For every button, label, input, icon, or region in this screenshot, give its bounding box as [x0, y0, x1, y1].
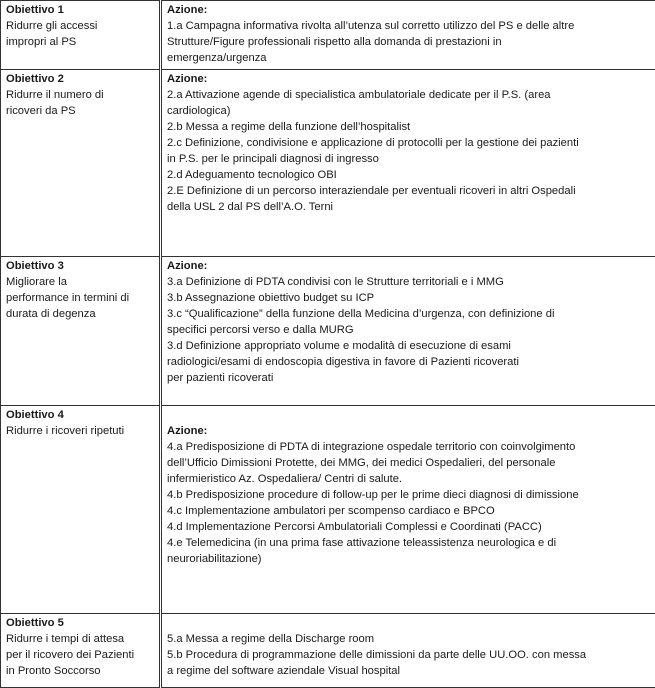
action-line: 2.d Adeguamento tecnologico OBI [167, 167, 651, 183]
action-line: 1.a Campagna informativa rivolta all’utenza sul corretto utilizzo del PS e delle altre [167, 18, 651, 34]
objective-title: Obiettivo 2 [6, 71, 155, 87]
objective-desc-line: durata di degenza [6, 306, 155, 322]
action-line: 2.a Attivazione agende di specialistica ambulatoriale dedicate per il P.S. (area [167, 87, 651, 103]
action-line: radiologici/esami di endoscopia digestiva in favore di Pazienti ricoverati [167, 354, 651, 370]
action-line: 3.d Definizione appropriato volume e modalità di esecuzione di esami [167, 338, 651, 354]
objective-desc-line: Migliorare la [6, 274, 155, 290]
action-line: 5.a Messa a regime della Discharge room [167, 631, 651, 647]
objective-row-3 [1, 257, 655, 406]
action-line: 2.E Definizione di un percorso interaziendale per eventuali ricoveri in altri Ospedali [167, 183, 651, 199]
action-header: Azione: [167, 258, 651, 274]
objective-cell [1, 70, 161, 257]
objective-row-4 [1, 406, 655, 614]
action-line: 2.b Messa a regime della funzione dell’hospitalist [167, 119, 651, 135]
action-cell [161, 614, 655, 688]
action-line: 2.c Definizione, condivisione e applicazione di protocolli per la gestione dei pazienti [167, 135, 651, 151]
action-cell [161, 1, 655, 70]
action-cell [161, 70, 655, 257]
action-line: neuroriabilitazione) [167, 551, 651, 567]
action-line: emergenza/urgenza [167, 50, 651, 66]
objective-desc-line: Ridurre il numero di [6, 87, 155, 103]
action-cell [161, 257, 655, 406]
objective-title: Obiettivo 5 [6, 615, 155, 631]
objective-title: Obiettivo 4 [6, 407, 155, 423]
objective-cell [1, 406, 161, 614]
spacer [167, 407, 651, 423]
objective-desc-line: per il ricovero dei Pazienti [6, 647, 155, 663]
action-line: dell’Ufficio Dimissioni Protette, dei MMG, dei medici Ospedalieri, del personale [167, 455, 651, 471]
action-line: 4.d Implementazione Percorsi Ambulatoriali Complessi e Coordinati (PACC) [167, 519, 651, 535]
objective-row-2 [1, 70, 655, 257]
action-line: 4.c Implementazione ambulatori per scompenso cardiaco e BPCO [167, 503, 651, 519]
objective-cell [1, 614, 161, 688]
action-header: Azione: [167, 71, 651, 87]
action-line: 3.b Assegnazione obiettivo budget su ICP [167, 290, 651, 306]
action-line: 5.b Procedura di programmazione delle dimissioni da parte delle UU.OO. con messa [167, 647, 651, 663]
action-line: in P.S. per le principali diagnosi di ingresso [167, 151, 651, 167]
objective-desc-line: performance in termini di [6, 290, 155, 306]
action-line: per pazienti ricoverati [167, 370, 651, 386]
objective-desc-line: ricoveri da PS [6, 103, 155, 119]
objective-desc-line: in Pronto Soccorso [6, 663, 155, 679]
objective-cell [1, 257, 161, 406]
objective-desc-line: impropri al PS [6, 34, 155, 50]
action-header: Azione: [167, 423, 651, 439]
action-line: della USL 2 dal PS dell’A.O. Terni [167, 199, 651, 215]
action-line: specifici percorsi verso e dalla MURG [167, 322, 651, 338]
objective-desc-line: Ridurre i tempi di attesa [6, 631, 155, 647]
action-cell [161, 406, 655, 614]
action-line: 4.b Predisposizione procedure di follow-up per le prime dieci diagnosi di dimissione [167, 487, 651, 503]
objective-title: Obiettivo 3 [6, 258, 155, 274]
action-line: 3.a Definizione di PDTA condivisi con le Strutture territoriali e i MMG [167, 274, 651, 290]
objective-row-5 [1, 614, 655, 688]
action-line: 4.a Predisposizione di PDTA di integrazione ospedale territorio con coinvolgimento [167, 439, 651, 455]
action-line: infermieristico Az. Ospedaliera/ Centri di salute. [167, 471, 651, 487]
objective-title: Obiettivo 1 [6, 2, 155, 18]
spacer [167, 615, 651, 631]
action-line: 3.c “Qualificazione” della funzione della Medicina d’urgenza, con definizione di [167, 306, 651, 322]
action-line: cardiologica) [167, 103, 651, 119]
objective-desc-line: Ridurre gli accessi [6, 18, 155, 34]
objective-cell [1, 1, 161, 70]
objective-desc-line: Ridurre i ricoveri ripetuti [6, 423, 155, 439]
action-line: 4.e Telemedicina (in una prima fase attivazione teleassistenza neurologica e di [167, 535, 651, 551]
action-line: Strutture/Figure professionali rispetto alla domanda di prestazioni in [167, 34, 651, 50]
objective-row-1 [1, 1, 655, 70]
action-line: a regime del software aziendale Visual hospital [167, 663, 651, 679]
action-header: Azione: [167, 2, 651, 18]
